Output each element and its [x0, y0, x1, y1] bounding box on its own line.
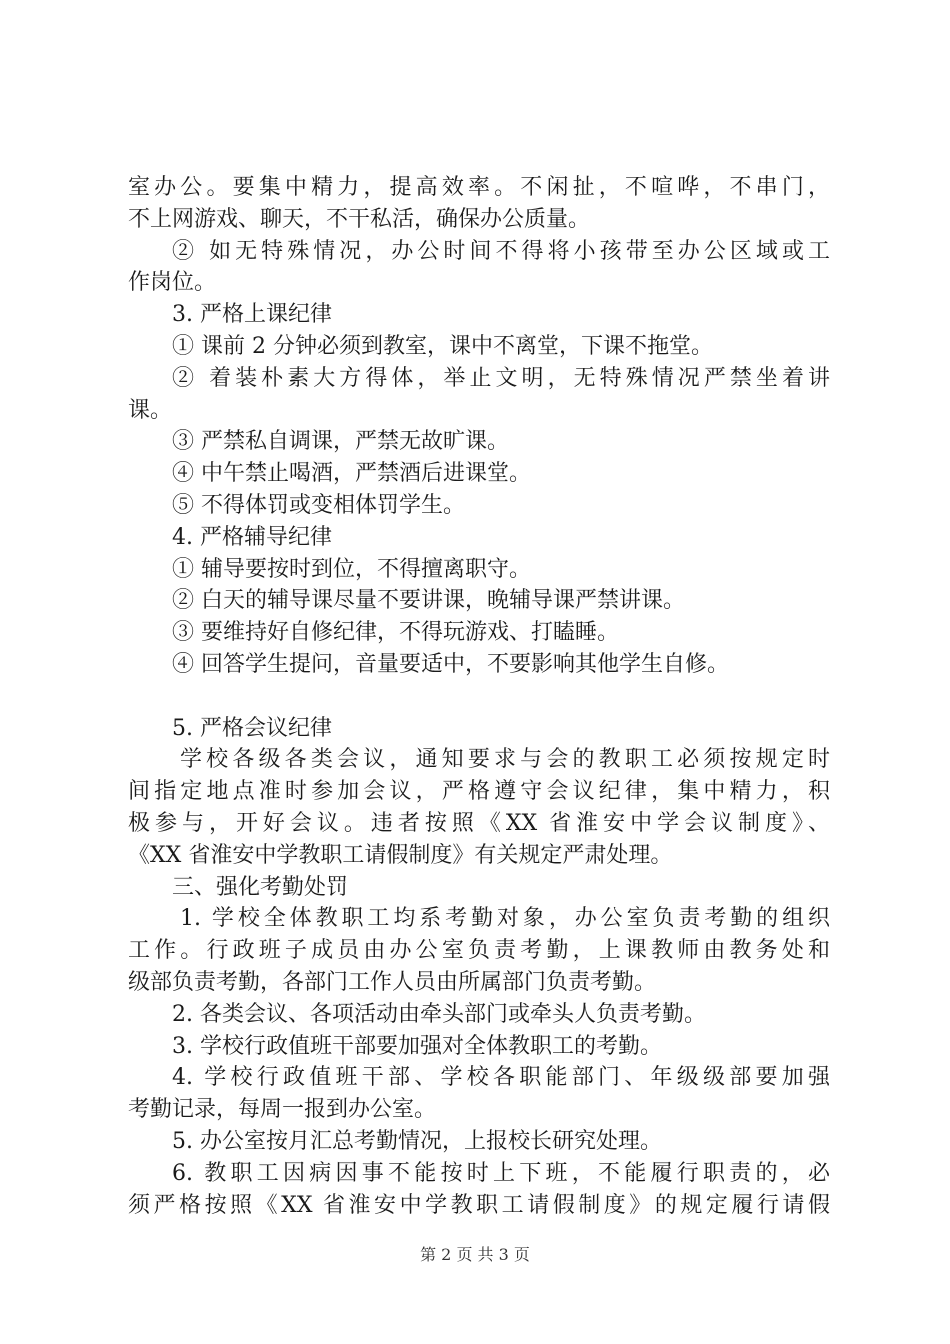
list-item: ② 白天的辅导课尽量不要讲课，晚辅导课严禁讲课。: [172, 588, 685, 614]
section-heading: 5. 严格会议纪律: [172, 715, 332, 741]
list-item: ① 课前 2 分钟必须到教室，课中不离堂，下课不拖堂。: [172, 333, 713, 359]
section-heading: 3. 严格上课纪律: [172, 302, 332, 328]
document-body: [128, 172, 830, 1221]
paragraph-line: 室办公。要集中精力，提高效率。不闲扯，不喧哗，不串门，: [128, 175, 830, 200]
paragraph-line: 1. 学校全体教职工均系考勤对象，办公室负责考勤的组织: [180, 906, 830, 932]
paragraph-line: 不上网游戏、聊天，不干私活，确保办公质量。: [128, 206, 591, 232]
paragraph-line: 级部负责考勤，各部门工作人员由所属部门负责考勤。: [128, 969, 657, 995]
list-item: ⑤ 不得体罚或变相体罚学生。: [172, 492, 465, 518]
paragraph-line: 学校各级各类会议，通知要求与会的教职工必须按规定时: [180, 747, 830, 773]
paragraph-line: 工作。行政班子成员由办公室负责考勤，上课教师由教务处和: [128, 938, 830, 964]
section-heading: 三、强化考勤处罚: [172, 874, 349, 900]
list-item: 3. 学校行政值班干部要加强对全体教职工的考勤。: [172, 1033, 662, 1059]
list-item: ② 着装朴素大方得体，举止文明，无特殊情况严禁坐着讲: [172, 365, 830, 391]
paragraph-line: 作岗位。: [128, 270, 217, 296]
section-heading: 4. 严格辅导纪律: [172, 524, 332, 550]
list-item: 4. 学校行政值班干部、学校各职能部门、年级级部要加强: [172, 1065, 830, 1091]
paragraph-line: 课。: [128, 397, 173, 423]
list-item: ① 辅导要按时到位，不得擅离职守。: [172, 556, 531, 582]
paragraph-line: 须严格按照《XX 省淮安中学教职工请假制度》的规定履行请假: [128, 1192, 830, 1218]
blank-line: [128, 681, 830, 713]
paragraph-line: 极参与，开好会议。违者按照《XX 省淮安中学会议制度》、: [128, 810, 830, 836]
list-item: 2. 各类会议、各项活动由牵头部门或牵头人负责考勤。: [172, 1001, 706, 1027]
paragraph-line: 间指定地点准时参加会议，严格遵守会议纪律，集中精力，积: [128, 779, 830, 805]
page-number-footer: 第 2 页 共 3 页: [420, 1245, 530, 1264]
list-item: ③ 严禁私自调课，严禁无故旷课。: [172, 429, 509, 455]
list-item: 6. 教职工因病因事不能按时上下班，不能履行职责的，必: [172, 1160, 830, 1186]
list-item: ④ 中午禁止喝酒，严禁酒后进课堂。: [172, 461, 531, 487]
list-item: ④ 回答学生提问，音量要适中，不要影响其他学生自修。: [172, 651, 729, 677]
paragraph-line: 考勤记录，每周一报到办公室。: [128, 1097, 437, 1123]
paragraph-line: ② 如无特殊情况，办公时间不得将小孩带至办公区域或工: [172, 238, 830, 264]
paragraph-line: 《XX 省淮安中学教职工请假制度》有关规定严肃处理。: [128, 842, 673, 868]
list-item: 5. 办公室按月汇总考勤情况，上报校长研究处理。: [172, 1128, 662, 1154]
list-item: ③ 要维持好自修纪律，不得玩游戏、打瞌睡。: [172, 620, 619, 646]
